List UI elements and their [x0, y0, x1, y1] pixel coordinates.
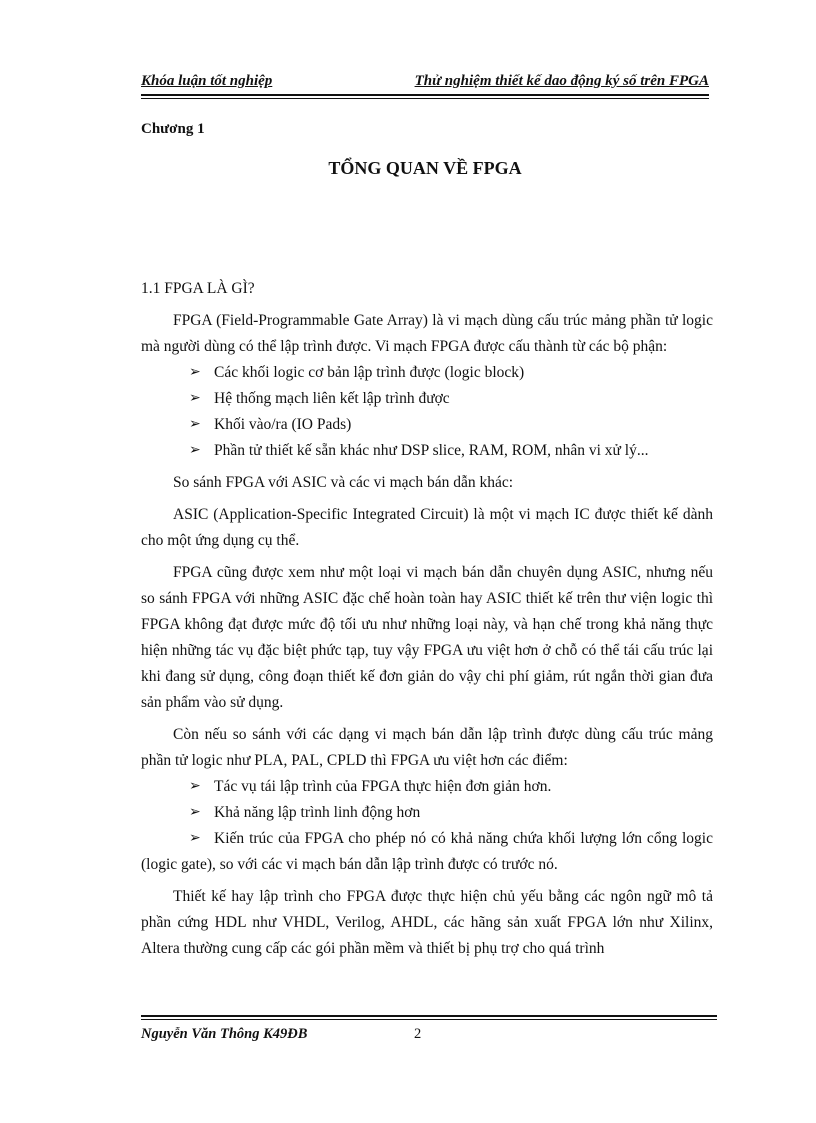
advantage-list	[141, 774, 713, 826]
chapter-label: Chương 1	[141, 121, 205, 137]
list-item: ➢ Tác vụ tái lập trình của FPGA thực hiện đơn giản hơn.	[141, 774, 713, 800]
page-number: 2	[414, 1026, 422, 1042]
footer-author: Nguyễn Văn Thông K49ĐB	[141, 1026, 308, 1042]
header-rule-thin	[141, 98, 709, 99]
section-heading: 1.1 FPGA LÀ GÌ?	[141, 280, 255, 297]
arrow-bullet-icon: ➢	[189, 831, 201, 846]
paragraph-asic-definition: ASIC (Application-Specific Integrated Circuit) là một vi mạch IC được thiết kế dành cho một ứng dụng cụ thể.	[141, 506, 713, 549]
list-item: ➢ Khối vào/ra (IO Pads)	[141, 412, 713, 438]
paragraph-comparison-intro: So sánh FPGA với ASIC và các vi mạch bán dẫn khác:	[173, 474, 514, 491]
arrow-bullet-icon: ➢	[189, 417, 201, 432]
paragraph-fpga-vs-pld: Còn nếu so sánh với các dạng vi mạch bán dẫn lập trình được dùng cấu trúc mảng phần tử logic như PLA, PAL, CPLD thì FPGA ưu việt hơn các điểm:	[141, 726, 713, 769]
paragraph-fpga-vs-asic: FPGA cũng được xem như một loại vi mạch bán dẫn chuyên dụng ASIC, nhưng nếu so sánh FPGA với những ASIC đặc chế hoàn toàn hay ASIC thiết kế trên thư viện logic thì FPGA không đạt được mức độ tối ưu như những loại này, và hạn chế trong khả năng thực hiện những tác vụ đặc biệt phức tạp, tuy vậy FPGA ưu việt hơn ở chỗ có thể tái cấu trúc lại khi đang sử dụng, công đoạn thiết kế đơn giản do vậy chi phí giảm, rút ngắn thời gian đưa sản phẩm vào sử dụng.	[141, 564, 713, 711]
paragraph-hdl-design: Thiết kế hay lập trình cho FPGA được thực hiện chủ yếu bằng các ngôn ngữ mô tả phần cứng HDL như VHDL, Verilog, AHDL, các hãng sản xuất FPGA lớn như Xilinx, Altera thường cung cấp các gói phần mềm và thiết bị phụ trợ cho quá trình	[141, 888, 713, 957]
footer-rule-thick	[141, 1015, 717, 1017]
arrow-bullet-icon: ➢	[189, 805, 201, 820]
list-item: ➢ Hệ thống mạch liên kết lập trình được	[141, 386, 713, 412]
list-item: ➢ Khả năng lập trình linh động hơn	[141, 800, 713, 826]
list-item: ➢ Phần tử thiết kế sẵn khác như DSP slice, RAM, ROM, nhân vi xử lý...	[141, 438, 713, 464]
header-left-text: Khóa luận tốt nghiệp	[141, 73, 273, 89]
arrow-bullet-icon: ➢	[189, 443, 201, 458]
page-header	[141, 72, 709, 90]
arrow-bullet-icon: ➢	[189, 391, 201, 406]
list-item-wrapped: ➢ Kiến trúc của FPGA cho phép nó có khả năng chứa khối lượng lớn cổng logic (logic gate), so với các vi mạch bán dẫn lập trình được có trước nó.	[141, 826, 713, 878]
header-right-text: Thử nghiệm thiết kế dao động ký số trên FPGA	[414, 73, 709, 89]
arrow-bullet-icon: ➢	[189, 779, 201, 794]
footer-rule-thin	[141, 1019, 717, 1020]
paragraph-fpga-definition: FPGA (Field-Programmable Gate Array) là vi mạch dùng cấu trúc mảng phần tử logic mà người dùng có thể lập trình được. Vi mạch FPGA được cấu thành từ các bộ phận:	[141, 312, 713, 355]
chapter-title: TỔNG QUAN VỀ FPGA	[328, 158, 522, 178]
header-rule-thick	[141, 94, 709, 96]
component-list	[141, 360, 713, 464]
body-text	[141, 276, 713, 968]
arrow-bullet-icon: ➢	[189, 365, 201, 380]
list-item: ➢ Các khối logic cơ bản lập trình được (logic block)	[141, 360, 713, 386]
